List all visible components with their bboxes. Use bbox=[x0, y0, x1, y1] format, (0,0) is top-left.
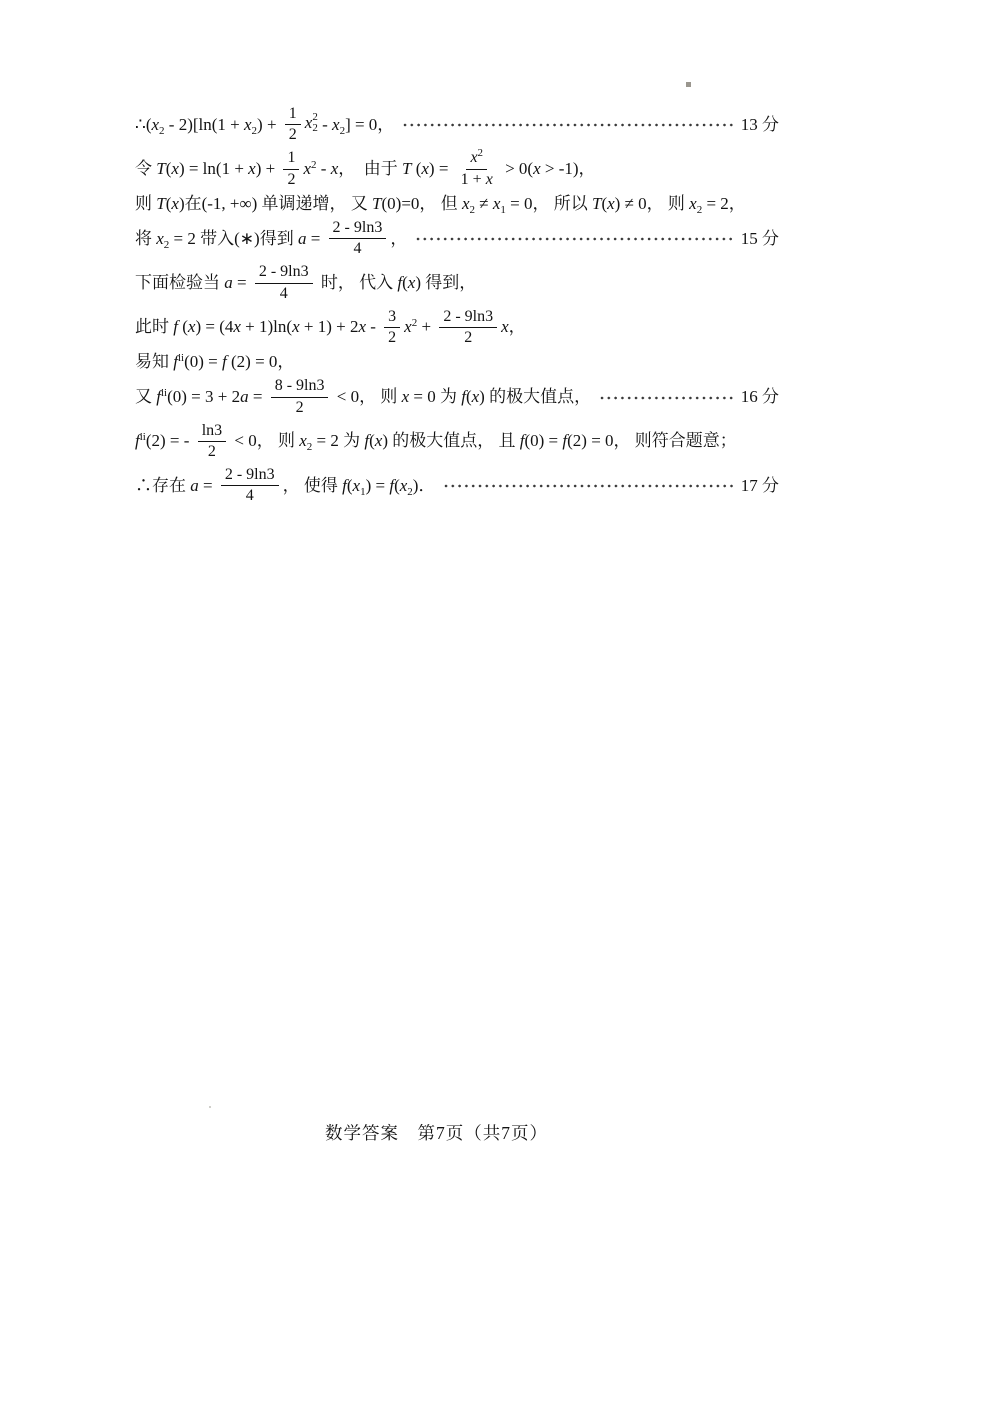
math-var bbox=[402, 158, 411, 179]
math-text: (2) = 0， 则符合题意； bbox=[567, 431, 737, 451]
math-var-symbol: x bbox=[607, 193, 615, 213]
math-text: 时， 代入 bbox=[316, 272, 398, 292]
math-fraction bbox=[198, 421, 226, 461]
math-var-symbol: f bbox=[461, 386, 466, 406]
math-var-symbol: f bbox=[156, 386, 161, 406]
fraction-denominator: 4 bbox=[353, 240, 362, 258]
math-text: (0) = bbox=[184, 352, 223, 372]
math-var bbox=[689, 193, 702, 214]
math-var-symbol: x bbox=[399, 475, 408, 495]
math-var-symbol: f bbox=[397, 272, 403, 292]
math-var bbox=[135, 430, 146, 451]
math-sub: 2 bbox=[312, 122, 318, 135]
math-var bbox=[240, 386, 249, 407]
math-var bbox=[171, 158, 179, 179]
math-var-symbol: x bbox=[461, 193, 470, 213]
math-text: 1 + bbox=[460, 170, 486, 188]
dotted-leader bbox=[402, 122, 732, 128]
math-text: ) = (4 bbox=[195, 317, 234, 337]
fraction-numerator: 3 bbox=[384, 307, 400, 328]
math-var bbox=[190, 475, 199, 496]
math-subsup bbox=[312, 112, 318, 135]
math-sub: 2 bbox=[306, 441, 313, 454]
math-var-symbol: a bbox=[297, 228, 307, 248]
math-text: < 0， 则 bbox=[332, 386, 402, 406]
math-var bbox=[353, 475, 366, 496]
fraction-denominator: 2 bbox=[388, 328, 397, 346]
math-var-symbol: x bbox=[401, 386, 410, 406]
math-var-symbol: x bbox=[304, 113, 313, 133]
math-text: ， bbox=[390, 228, 408, 248]
math-var bbox=[408, 272, 416, 293]
math-text: ) + bbox=[257, 114, 281, 134]
math-text: = 2， bbox=[702, 193, 746, 213]
math-var-symbol: x bbox=[171, 193, 179, 213]
math-var bbox=[470, 149, 483, 166]
math-fraction bbox=[457, 148, 497, 188]
math-sub: 2 bbox=[696, 203, 703, 216]
math-text: = 0 为 bbox=[409, 386, 462, 406]
math-fraction bbox=[283, 148, 299, 188]
dotted-leader bbox=[599, 395, 733, 401]
fraction-denominator: 2 bbox=[287, 170, 296, 188]
scan-artifact bbox=[209, 1106, 211, 1108]
math-text: = bbox=[306, 228, 325, 248]
math-text: (0) = bbox=[524, 431, 563, 451]
math-sub: 2 bbox=[407, 485, 413, 498]
math-sub: 1 bbox=[500, 203, 506, 216]
math-var bbox=[188, 316, 196, 337]
math-text: ] = 0， bbox=[345, 114, 395, 134]
math-var-symbol: x bbox=[303, 158, 312, 178]
math-sub: 2 bbox=[251, 124, 258, 137]
math-line bbox=[135, 464, 779, 506]
math-sup: ii bbox=[160, 386, 168, 399]
math-text: ( bbox=[165, 193, 172, 213]
math-var-symbol: f bbox=[562, 431, 568, 451]
math-line bbox=[135, 375, 779, 417]
math-text: ( bbox=[369, 431, 375, 451]
math-var bbox=[331, 158, 339, 179]
math-var-symbol: x bbox=[421, 158, 429, 178]
math-text: = bbox=[232, 272, 251, 292]
math-text: ( bbox=[411, 158, 422, 178]
math-text: 又 bbox=[135, 386, 157, 406]
math-var bbox=[462, 193, 475, 214]
score-label: 16 分 bbox=[740, 386, 779, 406]
math-text: - bbox=[316, 158, 331, 178]
math-text: ) = bbox=[428, 158, 453, 178]
math-var bbox=[298, 228, 307, 249]
math-var-symbol: x bbox=[187, 317, 196, 337]
math-text: ) = bbox=[365, 475, 390, 495]
math-var-symbol: x bbox=[404, 317, 412, 337]
math-var-symbol: x bbox=[533, 158, 541, 178]
math-text: ) 的极大值点， bbox=[479, 386, 592, 406]
math-text: ∴( bbox=[135, 114, 152, 134]
math-var-symbol: x bbox=[292, 317, 300, 337]
fraction-numerator: 2 - 9ln3 bbox=[221, 465, 279, 486]
math-var-symbol: x bbox=[689, 193, 697, 213]
math-var bbox=[592, 193, 601, 214]
math-text: )． bbox=[412, 475, 436, 495]
math-sub: 2 bbox=[469, 203, 475, 216]
math-line bbox=[135, 350, 779, 373]
fraction-numerator: 2 - 9ln3 bbox=[439, 307, 497, 328]
math-var-symbol: x bbox=[171, 158, 179, 178]
math-text: ( bbox=[402, 272, 408, 292]
fraction-numerator bbox=[466, 148, 487, 169]
score-label: 15 分 bbox=[740, 228, 779, 248]
math-text: (2) = - bbox=[145, 431, 194, 451]
math-var bbox=[292, 316, 300, 337]
math-sub: 2 bbox=[163, 238, 170, 251]
math-text: < 0， 则 bbox=[230, 431, 300, 451]
math-var bbox=[332, 114, 345, 135]
math-var-symbol: T bbox=[156, 193, 166, 213]
math-sub: 2 bbox=[339, 124, 346, 137]
math-text: = 2 为 bbox=[312, 431, 365, 451]
math-line bbox=[135, 147, 779, 189]
math-var-symbol: x bbox=[470, 149, 478, 167]
math-text: ) 得到， bbox=[415, 272, 477, 292]
math-var bbox=[156, 193, 165, 214]
math-text: ) = ln(1 + bbox=[178, 158, 249, 178]
math-text: + 1) + 2 bbox=[299, 317, 359, 337]
score-label: 13 分 bbox=[740, 114, 779, 134]
math-var-symbol: f bbox=[222, 352, 227, 372]
math-fraction bbox=[285, 104, 301, 144]
math-var-symbol: f bbox=[173, 317, 178, 337]
math-text: ( bbox=[177, 317, 188, 337]
fraction-numerator: ln3 bbox=[198, 421, 226, 442]
math-text: ， 使得 bbox=[282, 475, 343, 495]
math-line bbox=[135, 261, 779, 303]
math-var bbox=[493, 193, 506, 214]
math-var-symbol: T bbox=[156, 158, 166, 178]
math-var bbox=[402, 386, 410, 407]
math-text: + 1)ln( bbox=[240, 317, 293, 337]
math-var-symbol: T bbox=[372, 193, 382, 213]
math-fraction bbox=[271, 376, 329, 416]
math-sup: 2 bbox=[311, 158, 317, 171]
fraction-denominator: 4 bbox=[245, 487, 254, 505]
math-sup: 2 bbox=[411, 317, 418, 330]
math-text: 令 bbox=[135, 158, 157, 178]
math-text: = bbox=[248, 386, 267, 406]
math-sup: ii bbox=[177, 352, 185, 365]
math-var bbox=[299, 430, 313, 454]
math-text: ≠ bbox=[474, 193, 493, 213]
math-var-symbol: T bbox=[401, 158, 412, 178]
math-fraction bbox=[439, 307, 497, 347]
math-line bbox=[135, 103, 779, 145]
fraction-denominator: 2 bbox=[464, 328, 473, 346]
math-var-symbol: x bbox=[407, 272, 416, 292]
math-var bbox=[375, 430, 383, 451]
math-var-symbol: f bbox=[364, 431, 370, 451]
math-text: 则 bbox=[135, 193, 157, 213]
math-sub: 2 bbox=[159, 124, 165, 137]
math-text: ) + bbox=[255, 158, 280, 178]
math-var bbox=[156, 228, 169, 249]
math-var-symbol: f bbox=[389, 475, 395, 495]
math-var bbox=[358, 316, 366, 337]
math-var-symbol: T bbox=[591, 193, 602, 213]
math-var bbox=[305, 112, 318, 136]
math-text: 此时 bbox=[135, 317, 174, 337]
math-var bbox=[156, 386, 167, 407]
scan-artifact bbox=[686, 82, 691, 87]
fraction-numerator: 1 bbox=[285, 104, 301, 125]
math-var bbox=[533, 158, 541, 179]
math-var bbox=[400, 475, 413, 496]
math-var-symbol: x bbox=[244, 114, 252, 134]
math-text: = 0， 所以 bbox=[505, 193, 592, 213]
math-var-symbol: f bbox=[342, 475, 347, 495]
math-var bbox=[224, 272, 233, 293]
math-text: = bbox=[198, 475, 217, 495]
math-var-symbol: f bbox=[173, 352, 178, 372]
score-label: 17 分 bbox=[740, 475, 779, 495]
math-line bbox=[135, 420, 779, 462]
math-line bbox=[135, 217, 779, 259]
math-var bbox=[372, 193, 381, 214]
math-text: (0) = 3 + 2 bbox=[167, 386, 241, 406]
math-text: + bbox=[417, 317, 436, 337]
math-var-symbol: x bbox=[299, 431, 307, 451]
math-line bbox=[135, 192, 779, 215]
math-var bbox=[303, 158, 316, 179]
math-text: 下面检验当 bbox=[135, 272, 225, 292]
math-text: ( bbox=[601, 193, 608, 213]
fraction-denominator: 2 bbox=[295, 398, 304, 416]
math-text: ) 的极大值点， 且 bbox=[382, 431, 520, 451]
fraction-numerator: 1 bbox=[283, 148, 299, 169]
math-text: ( bbox=[346, 475, 353, 495]
math-var-symbol: x bbox=[358, 317, 366, 337]
math-var-symbol: a bbox=[240, 386, 249, 406]
math-text: 将 bbox=[135, 228, 157, 248]
math-text: ( bbox=[165, 158, 172, 178]
math-text: ( bbox=[394, 475, 400, 495]
page-footer: 数学答案 第7页（共7页） bbox=[325, 1123, 548, 1143]
math-text: - 2)[ln(1 + bbox=[164, 114, 244, 134]
math-var bbox=[173, 351, 184, 372]
math-sup: 2 bbox=[312, 110, 318, 123]
math-text: > 0( bbox=[500, 158, 534, 178]
math-fraction bbox=[384, 307, 400, 347]
math-var-symbol: x bbox=[485, 170, 493, 188]
math-var-symbol: f bbox=[135, 431, 140, 451]
math-var-symbol: x bbox=[156, 228, 164, 248]
math-sup: 2 bbox=[477, 147, 484, 160]
math-var bbox=[171, 193, 179, 214]
math-sub: 1 bbox=[360, 485, 366, 498]
math-text: ∴存在 bbox=[135, 475, 191, 495]
math-var-symbol: f bbox=[519, 431, 525, 451]
math-text: 易知 bbox=[135, 352, 174, 372]
math-var-symbol: x bbox=[330, 158, 339, 178]
fraction-numerator: 8 - 9ln3 bbox=[271, 376, 329, 397]
math-fraction bbox=[221, 465, 279, 505]
math-var bbox=[151, 114, 164, 135]
math-var bbox=[248, 158, 256, 179]
math-text: - bbox=[317, 114, 333, 134]
math-text: ， bbox=[508, 317, 526, 337]
fraction-denominator: 2 bbox=[207, 442, 216, 460]
math-var bbox=[486, 171, 493, 188]
math-text: - bbox=[366, 317, 381, 337]
math-var-symbol: x bbox=[248, 158, 256, 178]
math-text: (0)=0， 但 bbox=[381, 193, 462, 213]
math-var bbox=[404, 316, 417, 337]
fraction-numerator: 2 - 9ln3 bbox=[329, 218, 387, 239]
math-var-symbol: x bbox=[352, 475, 361, 495]
math-var-symbol: x bbox=[233, 317, 241, 337]
math-text: ， 由于 bbox=[338, 158, 402, 178]
math-var bbox=[233, 316, 241, 337]
math-sup: ii bbox=[139, 431, 146, 444]
math-text: )在(-1, +∞) 单调递增， 又 bbox=[178, 193, 373, 213]
fraction-numerator: 2 - 9ln3 bbox=[255, 262, 313, 283]
math-var-symbol: a bbox=[224, 272, 233, 292]
solution-text bbox=[135, 103, 779, 509]
dotted-leader bbox=[443, 483, 732, 489]
dotted-leader bbox=[415, 236, 732, 242]
math-var-symbol: x bbox=[151, 114, 160, 134]
math-line bbox=[135, 306, 779, 348]
math-text: ) ≠ 0， 则 bbox=[614, 193, 690, 213]
math-var-symbol: x bbox=[471, 386, 480, 406]
math-text: = 2 带入(∗)得到 bbox=[169, 228, 298, 248]
math-var-symbol: x bbox=[501, 317, 509, 337]
math-text: ( bbox=[465, 386, 472, 406]
math-var bbox=[472, 386, 480, 407]
math-fraction bbox=[329, 218, 387, 258]
math-var bbox=[607, 193, 615, 214]
math-var-symbol: x bbox=[374, 431, 383, 451]
math-var bbox=[156, 158, 165, 179]
math-var-symbol: x bbox=[332, 114, 340, 134]
fraction-denominator: 2 bbox=[288, 126, 297, 144]
math-text: > -1)， bbox=[540, 158, 596, 178]
fraction-denominator bbox=[457, 170, 497, 189]
math-var bbox=[421, 158, 429, 179]
math-text: (2) = 0， bbox=[226, 352, 295, 372]
math-var bbox=[501, 316, 509, 337]
fraction-denominator: 4 bbox=[279, 284, 288, 302]
math-var-symbol: a bbox=[190, 475, 199, 495]
math-fraction bbox=[255, 262, 313, 302]
math-var bbox=[244, 114, 257, 135]
math-var-symbol: x bbox=[492, 193, 501, 213]
